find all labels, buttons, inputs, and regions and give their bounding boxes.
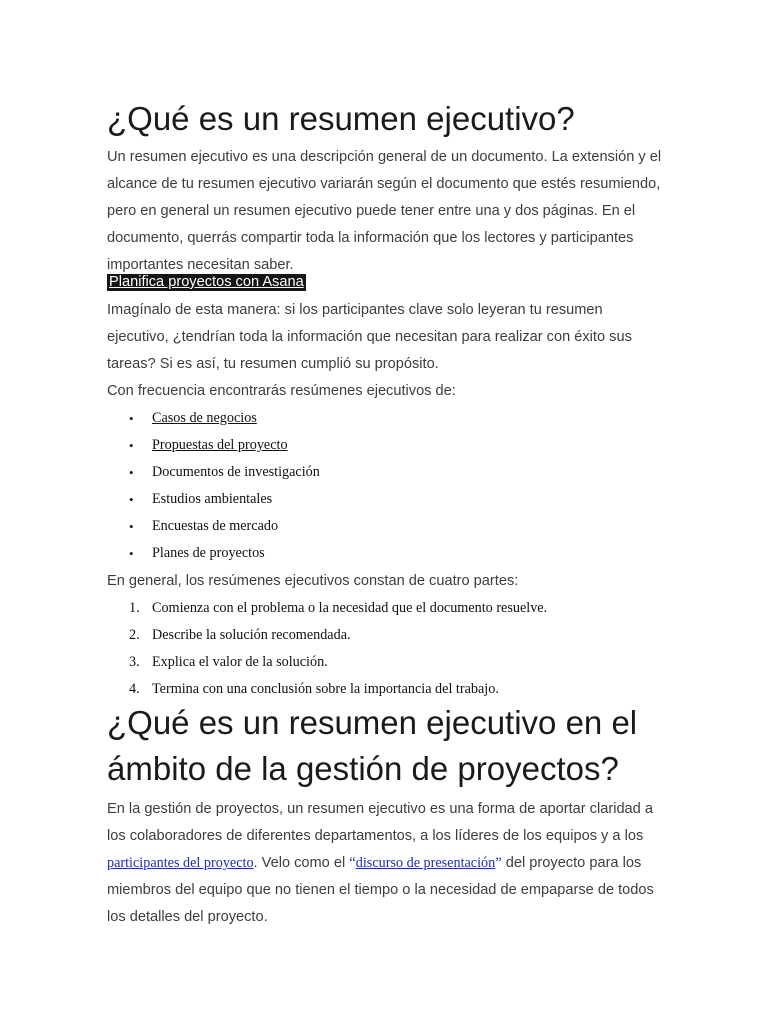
- item-number: 4.: [129, 681, 140, 697]
- numbered-item: [107, 676, 547, 703]
- list-item-label[interactable]: Casos de negocios: [152, 410, 257, 426]
- item-text: Describe la solución recomendada.: [152, 627, 351, 643]
- item-text: Explica el valor de la solución.: [152, 654, 328, 670]
- list-item-label[interactable]: Propuestas del proyecto: [152, 437, 288, 453]
- text-span: . Velo como el: [253, 855, 350, 871]
- summary-types-list: [107, 405, 320, 567]
- text-span: del proyecto para los miembros del equipo que no tienen el tiempo o la necesidad de empaparse de todos los detalles del proyecto.: [107, 855, 654, 925]
- list-item-label: Planes de proyectos: [152, 545, 265, 561]
- four-parts-list: [107, 595, 547, 703]
- list-item: [107, 486, 320, 513]
- list-item-label: Estudios ambientales: [152, 491, 273, 507]
- list-item-label: Documentos de investigación: [152, 464, 320, 480]
- list-item-project-proposals[interactable]: [107, 432, 320, 459]
- item-number: 2.: [129, 627, 140, 643]
- elevator-pitch-link[interactable]: discurso de presentación: [355, 855, 496, 871]
- paragraph-four-parts: En general, los resúmenes ejecutivos constan de cuatro partes:: [107, 573, 519, 589]
- close-quote: ”: [495, 855, 502, 871]
- list-item: [107, 459, 320, 486]
- heading-project-management-summary: ¿Qué es un resumen ejecutivo en el ámbito de la gestión de proyectos?: [107, 704, 638, 787]
- numbered-item: [107, 649, 547, 676]
- list-item-label: Encuestas de mercado: [152, 518, 279, 534]
- numbered-item: [107, 595, 547, 622]
- text-span: En la gestión de proyectos, un resumen ejecutivo es una forma de aportar claridad a los colaboradores de diferentes departamentos, a los líderes de los equipos y a los: [107, 801, 653, 844]
- asana-promo-link[interactable]: Planifica proyectos con Asana: [109, 274, 304, 290]
- numbered-item: [107, 622, 547, 649]
- heading-what-is-executive-summary: ¿Qué es un resumen ejecutivo?: [107, 100, 575, 137]
- list-item-business-cases[interactable]: [107, 405, 320, 432]
- paragraph-imagine: Imagínalo de esta manera: si los participantes clave solo leyeran tu resumen ejecutivo, ¿tendrían toda la información que necesitan para realizar con éxito sus tareas? Si es así, tu resumen cumplió su propósito.: [107, 302, 632, 372]
- project-participants-link[interactable]: participantes del proyecto: [107, 855, 254, 871]
- list-item: [107, 540, 320, 567]
- item-number: 3.: [129, 654, 140, 670]
- item-number: 1.: [129, 600, 140, 616]
- open-quote: “: [349, 855, 356, 871]
- paragraph-frequency: Con frecuencia encontrarás resúmenes ejecutivos de:: [107, 383, 456, 399]
- paragraph-project-management: [107, 796, 667, 931]
- item-text: Termina con una conclusión sobre la importancia del trabajo.: [152, 681, 499, 697]
- list-item: [107, 513, 320, 540]
- intro-paragraph: Un resumen ejecutivo es una descripción general de un documento. La extensión y el alcance de tu resumen ejecutivo variarán según el documento que estés resumiendo, pero en general un resumen ejecutivo puede tener entre una y dos páginas. En el documento, querrás compartir toda la información que los lectores y participantes importantes necesitan saber.: [107, 149, 662, 273]
- item-text: Comienza con el problema o la necesidad que el documento resuelve.: [152, 600, 548, 616]
